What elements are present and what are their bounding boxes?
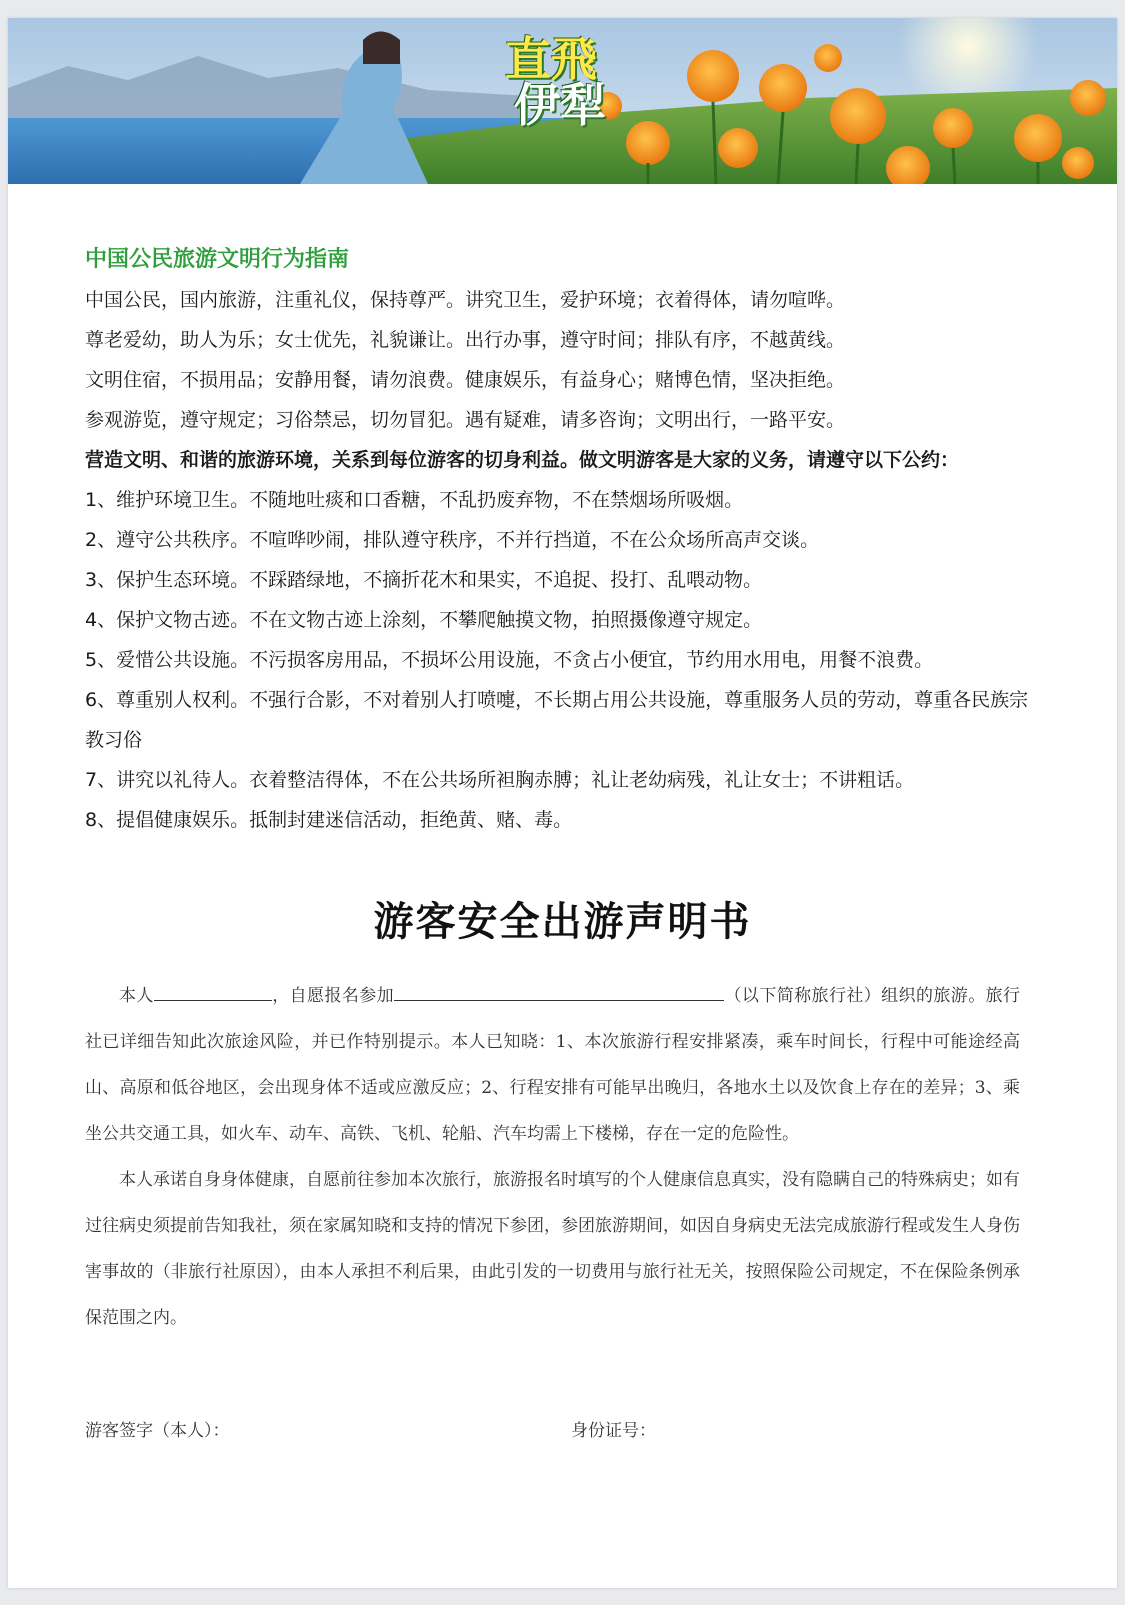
tour-name-blank-field[interactable] xyxy=(394,980,724,1001)
banner-logo-line1: 直飛 xyxy=(505,32,597,86)
guide-item: 6、尊重别人权利。不强行合影，不对着别人打喷嚏，不长期占用公共设施，尊重服务人员的劳动，尊重各民族宗教习俗 xyxy=(85,689,1029,751)
guide-item: 5、爱惜公共设施。不污损客房用品，不损坏公用设施，不贪占小便宜，节约用水用电，用餐不浪费。 xyxy=(85,649,934,671)
document-page xyxy=(8,18,1117,1588)
travel-guide-section xyxy=(85,240,1045,840)
declaration-paragraph-1 xyxy=(85,973,1020,1157)
guide-line: 中国公民，国内旅游，注重礼仪，保持尊严。讲究卫生，爱护环境；衣着得体，请勿喧哗。 xyxy=(85,289,846,311)
guide-item: 2、遵守公共秩序。不喧哗吵闹，排队遵守秩序，不并行挡道，不在公众场所高声交谈。 xyxy=(85,529,820,551)
guide-line: 参观游览，遵守规定；习俗禁忌，切勿冒犯。遇有疑难，请多咨询；文明出行，一路平安。 xyxy=(85,409,846,431)
declaration-text: ，自愿报名参加 xyxy=(271,986,395,1006)
name-blank-field[interactable] xyxy=(154,980,272,1001)
guide-item: 7、讲究以礼待人。衣着整洁得体，不在公共场所袒胸赤膊；礼让老幼病残，礼让女士；不讲粗话。 xyxy=(85,769,915,791)
declaration-text: （以下简称旅行社）组织的旅游。旅行社已详细告知此次旅途风险，并已作特别提示。本人已知晓：1、本次旅游行程安排紧凑，乘车时间长，行程中可能途经高山、高原和低谷地区，会出现身体不适或应激反应；2、行程安排有可能早出晚归，各地水土以及饮食上存在的差异；3、乘坐公共交通工具，如火车、动车、高铁、飞机、轮船、汽车均需上下楼梯，存在一定的危险性。 xyxy=(85,986,1021,1144)
guide-item: 1、维护环境卫生。不随地吐痰和口香糖，不乱扔废弃物，不在禁烟场所吸烟。 xyxy=(85,489,744,511)
guide-bold-line: 营造文明、和谐的旅游环境，关系到每位游客的切身利益。做文明游客是大家的义务，请遵守以下公约： xyxy=(85,449,960,471)
banner-image xyxy=(8,18,1117,184)
signature-label: 游客签字（本人）： xyxy=(85,1421,230,1441)
declaration-title: 游客安全出游声明书 xyxy=(373,898,752,945)
id-number-label: 身份证号： xyxy=(571,1421,656,1441)
banner-logo xyxy=(486,32,616,132)
declaration-body xyxy=(85,973,1020,1341)
guide-line: 文明住宿，不损用品；安静用餐，请勿浪费。健康娱乐，有益身心；赌博色情，坚决拒绝。 xyxy=(85,369,846,391)
declaration-paragraph-2: 本人承诺自身身体健康，自愿前往参加本次旅行，旅游报名时填写的个人健康信息真实，没有隐瞒自己的特殊病史；如有过往病史须提前告知我社，须在家属知晓和支持的情况下参团，参团旅游期间，如因自身病史无法完成旅游行程或发生人身伤害事故的（非旅行社原因），由本人承担不利后果，由此引发的一切费用与旅行社无关，按照保险公司规定，不在保险条例承保范围之内。 xyxy=(85,1170,1020,1328)
guide-line: 尊老爱幼，助人为乐；女士优先，礼貌谦让。出行办事，遵守时间；排队有序，不越黄线。 xyxy=(85,329,846,351)
guide-item: 8、提倡健康娱乐。抵制封建迷信活动，拒绝黄、赌、毒。 xyxy=(85,809,573,831)
banner-logo-line2: 伊犁 xyxy=(514,78,606,132)
guide-item: 3、保护生态环境。不踩踏绿地，不摘折花木和果实，不追捉、投打、乱喂动物。 xyxy=(85,569,763,591)
guide-item: 4、保护文物古迹。不在文物古迹上涂刻，不攀爬触摸文物，拍照摄像遵守规定。 xyxy=(85,609,763,631)
declaration-text: 本人 xyxy=(119,986,154,1006)
signature-row xyxy=(85,1416,1020,1446)
guide-title: 中国公民旅游文明行为指南 xyxy=(85,247,350,272)
